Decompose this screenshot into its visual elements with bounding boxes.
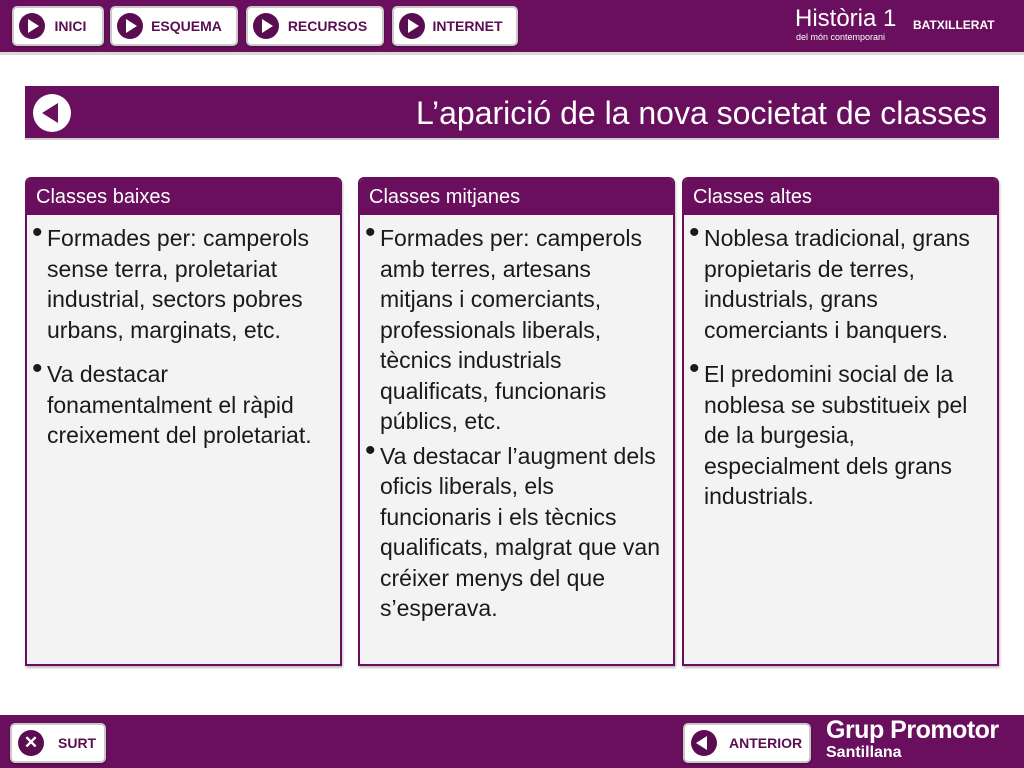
top-bar — [0, 0, 1024, 52]
bullet-item: • Noblesa tradicional, grans propietaris de terres, industrials, grans comerciants i banquers. — [704, 223, 989, 345]
panel-heading: Classes baixes — [27, 179, 340, 215]
page-title: L’aparició de la nova societat de classes — [415, 95, 987, 131]
bullet-list — [27, 215, 340, 451]
inici-button-label: INICI — [54, 18, 87, 34]
brand-subtitle: del món contemporani — [796, 32, 886, 42]
anterior-button[interactable] — [683, 723, 811, 763]
publisher-name: Grup Promotor — [826, 716, 999, 744]
bullet-item: • Va destacar fonamentalment el ràpid creixement del proletariat. — [47, 359, 332, 451]
bullet-item: • Va destacar l’augment dels oficis liberals, els funcionaris i els tècnics qualificats, malgrat que van créixer menys del que s’esperava. — [380, 441, 665, 624]
play-icon — [117, 13, 143, 39]
recursos-button-label: RECURSOS — [287, 18, 368, 34]
bullet-list — [360, 215, 673, 624]
publisher-logo — [826, 717, 999, 762]
recursos-button[interactable] — [246, 6, 384, 46]
back-arrow-icon — [691, 730, 717, 756]
surt-button-label: SURT — [58, 735, 97, 751]
anterior-button-label: ANTERIOR — [729, 735, 803, 751]
close-icon: ✕ — [18, 730, 44, 756]
brand-title: Història 1 — [795, 5, 897, 32]
play-icon — [399, 13, 425, 39]
esquema-button[interactable] — [110, 6, 238, 46]
inici-button[interactable] — [12, 6, 104, 46]
bullet-item: • El predomini social de la noblesa se substitueix pel de la burgesia, especialment dels grans industrials. — [704, 359, 989, 512]
panel-classes-mitjanes — [358, 177, 675, 666]
panel-heading: Classes altes — [684, 179, 997, 215]
play-icon — [19, 13, 45, 39]
panel-classes-altes — [682, 177, 999, 666]
internet-button[interactable] — [392, 6, 518, 46]
footer-bar — [0, 715, 1024, 768]
internet-button-label: INTERNET — [432, 18, 503, 34]
bullet-item: • Formades per: camperols sense terra, proletariat industrial, sectors pobres urbans, marginats, etc. — [47, 223, 332, 345]
bullet-list — [684, 215, 997, 512]
back-arrow-icon[interactable] — [33, 94, 71, 132]
play-icon — [253, 13, 279, 39]
bullet-item: • Formades per: camperols amb terres, artesans mitjans i comerciants, professionals liberals, tècnics industrials qualificats, funcionaris públics, etc. — [380, 223, 665, 437]
brand-level: BATXILLERAT — [913, 18, 995, 32]
panel-heading: Classes mitjanes — [360, 179, 673, 215]
esquema-button-label: ESQUEMA — [151, 18, 222, 34]
publisher-imprint: Santillana — [826, 744, 902, 761]
brand-logo — [795, 5, 995, 42]
panel-classes-baixes — [25, 177, 342, 666]
title-bar — [25, 86, 999, 140]
surt-button[interactable] — [10, 723, 106, 763]
